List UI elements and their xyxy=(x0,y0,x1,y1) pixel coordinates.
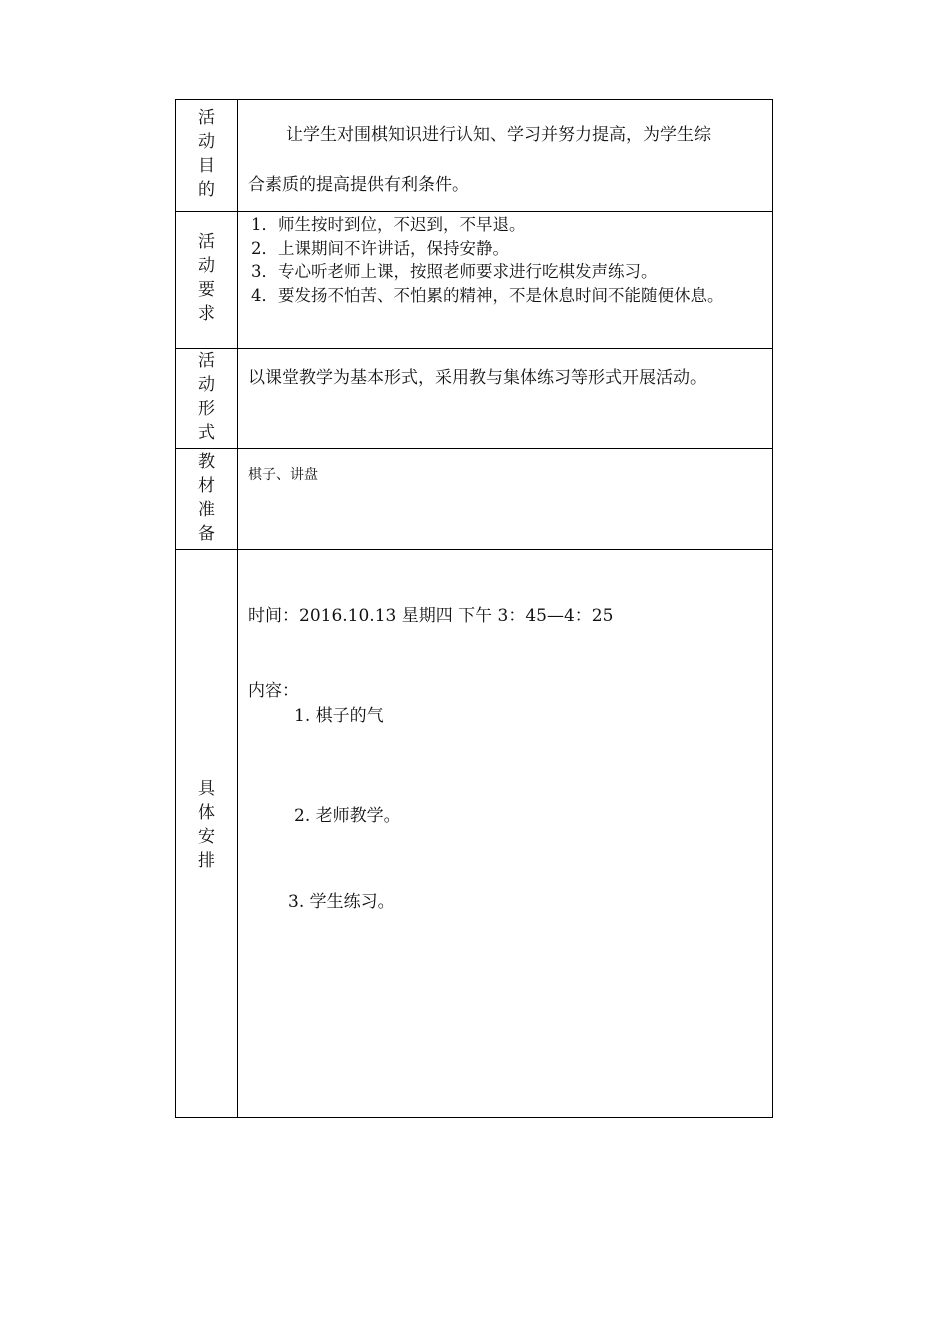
label-char: 材 xyxy=(198,476,215,496)
label-activity-requirements xyxy=(176,212,238,348)
purpose-content xyxy=(238,100,772,211)
requirement-item: 3．专心听老师上课，按照老师要求进行吃棋发声练习。 xyxy=(251,262,658,281)
schedule-content xyxy=(238,550,772,1117)
label-char: 动 xyxy=(198,375,215,395)
schedule-item-1: 1. 棋子的气 xyxy=(294,706,384,726)
schedule-item-3: 3. 学生练习。 xyxy=(288,892,395,912)
label-char: 活 xyxy=(198,351,215,371)
label-char: 形 xyxy=(198,399,215,419)
schedule-item-2: 2. 老师教学。 xyxy=(294,806,401,826)
label-char: 动 xyxy=(198,256,215,276)
requirements-content xyxy=(238,212,772,348)
materials-text: 棋子、讲盘 xyxy=(248,467,318,483)
label-schedule xyxy=(176,550,238,1117)
purpose-line-2: 合素质的提高提供有利条件。 xyxy=(248,175,469,195)
label-char: 准 xyxy=(198,500,215,520)
label-char: 的 xyxy=(198,180,215,200)
label-char: 要 xyxy=(198,280,215,300)
row-schedule xyxy=(176,550,772,1117)
materials-content xyxy=(238,449,772,549)
label-char: 备 xyxy=(198,524,215,544)
schedule-content-label: 内容： xyxy=(248,681,299,701)
purpose-line-1: 让学生对围棋知识进行认知、学习并努力提高，为学生综 xyxy=(286,125,711,145)
requirement-item: 4．要发扬不怕苦、不怕累的精神，不是休息时间不能随便休息。 xyxy=(251,285,724,305)
requirement-item: 1．师生按时到位，不迟到，不早退。 xyxy=(251,215,526,234)
format-text: 以课堂教学为基本形式，采用教与集体练习等形式开展活动。 xyxy=(248,368,707,388)
label-materials xyxy=(176,449,238,549)
format-content xyxy=(238,349,772,448)
label-char: 求 xyxy=(198,304,215,324)
label-char: 体 xyxy=(198,802,215,823)
requirements-list xyxy=(251,213,762,307)
row-activity-format xyxy=(176,349,772,449)
label-char: 活 xyxy=(198,108,215,128)
label-char: 动 xyxy=(198,132,215,152)
requirement-item: 2．上课期间不许讲话，保持安静。 xyxy=(251,238,509,258)
label-char: 目 xyxy=(198,156,215,176)
label-char: 式 xyxy=(198,423,215,443)
label-char: 具 xyxy=(198,778,215,799)
activity-plan-table xyxy=(175,99,773,1118)
label-char: 活 xyxy=(198,232,215,252)
schedule-time: 时间：2016.10.13 星期四 下午 3：45—4：25 xyxy=(248,606,614,626)
label-activity-purpose xyxy=(176,100,238,211)
label-activity-format xyxy=(176,349,238,448)
row-activity-purpose xyxy=(176,100,772,212)
label-char: 安 xyxy=(198,826,215,847)
row-activity-requirements xyxy=(176,212,772,349)
label-char: 排 xyxy=(198,850,215,871)
row-materials xyxy=(176,449,772,550)
label-char: 教 xyxy=(198,452,215,472)
